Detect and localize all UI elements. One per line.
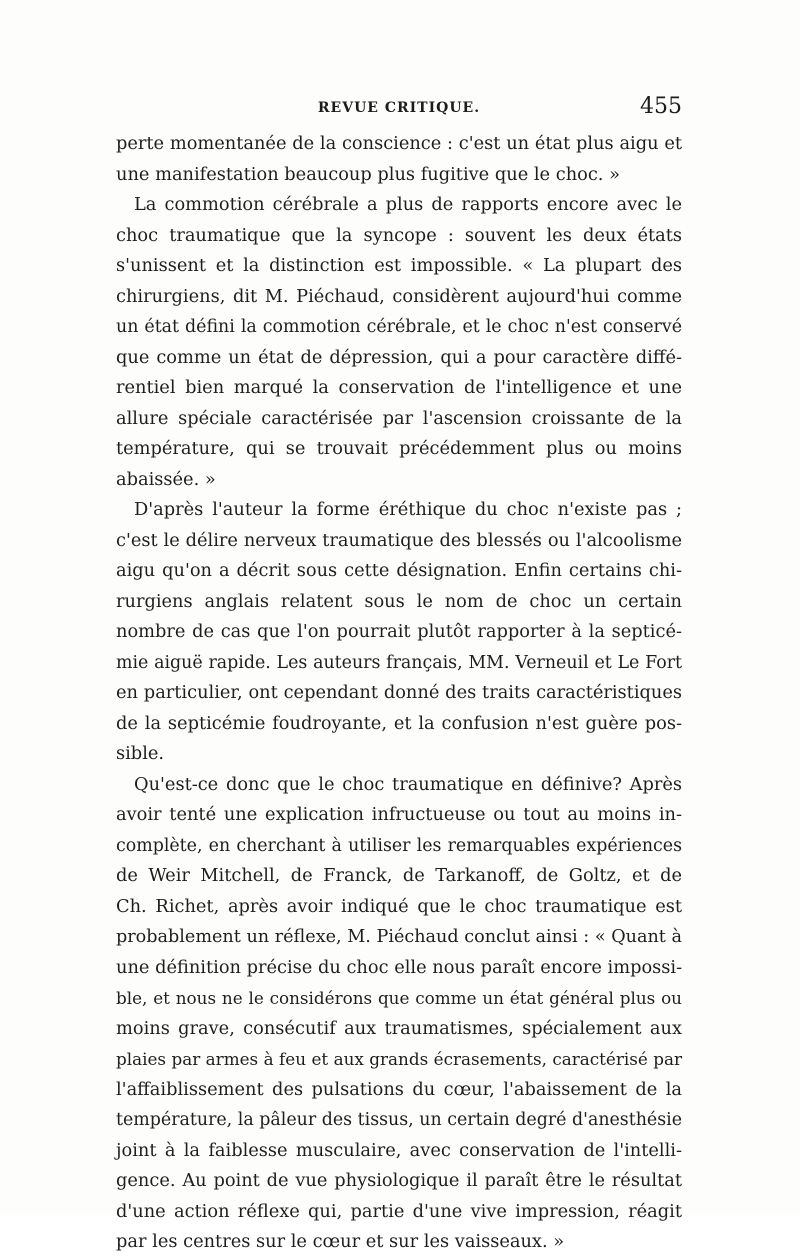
text-line: par les centres sur le cœur et sur les vaisseaux. » — [116, 1231, 565, 1252]
text-line: s'unissent et la distinction est impossible. « La plupart des — [116, 255, 682, 276]
text-line: d'une action réflexe qui, partie d'une vive impression, réagit — [116, 1200, 682, 1222]
text-line: allure spéciale caractérisée par l'ascension croissante de la — [116, 407, 682, 429]
text-line: de la septicémie foudroyante, et la confusion n'est guère pos- — [116, 712, 682, 734]
text-line: mie aiguë rapide. Les auteurs français, MM. Verneuil et Le Fort — [116, 652, 682, 673]
running-header — [116, 94, 682, 124]
paragraph — [116, 495, 682, 770]
paragraph — [116, 770, 682, 1258]
text-line: moins grave, consécutif aux traumatismes, spécialement aux — [116, 1017, 682, 1039]
text-line: de Weir Mitchell, de Franck, de Tarkanoff, de Goltz, et de — [116, 865, 682, 886]
text-line: gence. Au point de vue physiologique il paraît être le résultat — [116, 1170, 682, 1191]
text-line: une manifestation beaucoup plus fugitive que le choc. » — [116, 163, 620, 185]
text-line: rurgiens anglais relatent sous le nom de choc un certain — [116, 590, 682, 612]
paragraph — [116, 129, 682, 190]
text-line: choc traumatique que la syncope : souvent les deux états — [116, 224, 682, 246]
text-line: sible. — [116, 743, 165, 764]
text-line: joint à la faiblesse musculaire, avec conservation de l'intelli- — [116, 1139, 682, 1161]
text-line: température, qui se trouvait précédemment plus ou moins — [116, 438, 682, 459]
text-line: chirurgiens, dit M. Piéchaud, considèrent aujourd'hui comme — [116, 285, 682, 307]
page-number: 455 — [640, 94, 682, 119]
text-line: La commotion cérébrale a plus de rapports encore avec le — [134, 194, 682, 215]
text-line: ble, et nous ne le considérons que comme un état général plus ou — [116, 988, 682, 1008]
paragraph — [116, 190, 682, 495]
text-line: D'après l'auteur la forme éréthique du choc n'existe pas ; — [134, 499, 682, 520]
text-line: un état défini la commotion cérébrale, et le choc n'est conservé — [116, 317, 682, 337]
text-line: perte momentanée de la conscience : c'est un état plus aigu et — [116, 133, 682, 154]
running-title: REVUE CRITIQUE. — [317, 100, 481, 116]
text-line: rentiel bien marqué la conservation de l'intelligence et une — [116, 377, 682, 398]
text-line: que comme un état de dépression, qui a pour caractère diffé- — [116, 346, 682, 368]
text-line: plaies par armes à feu et aux grands écrasements, caractérisé par — [116, 1049, 682, 1069]
text-line: aigu qu'on a décrit sous cette désignation. Enfin certains chi- — [116, 560, 682, 581]
text-line: une définition précise du choc elle nous paraît encore impossi- — [116, 956, 683, 978]
text-line: complète, en cherchant à utiliser les remarquables expériences — [116, 835, 682, 856]
text-line: Ch. Richet, après avoir indiqué que le choc traumatique est — [116, 895, 682, 917]
text-line: Qu'est-ce donc que le choc traumatique en définive? Après — [134, 773, 682, 795]
text-line: probablement un réflexe, M. Piéchaud conclut ainsi : « Quant à — [116, 927, 682, 947]
text-line: c'est le délire nerveux traumatique des blessés ou l'alcoolisme — [116, 529, 682, 551]
text-line: abaissée. » — [116, 468, 216, 490]
text-line: température, la pâleur des tissus, un certain degré d'anesthésie — [116, 1110, 682, 1130]
text-line: avoir tenté une explication infructueuse ou tout au moins in- — [116, 804, 682, 825]
text-line: l'affaiblissement des pulsations du cœur, l'abaissement de la — [116, 1078, 682, 1100]
body-text — [116, 129, 682, 1258]
text-line: en particulier, ont cependant donné des traits caractéristiques — [116, 682, 682, 703]
text-line: nombre de cas que l'on pourrait plutôt rapporter à la septicé- — [116, 621, 682, 642]
